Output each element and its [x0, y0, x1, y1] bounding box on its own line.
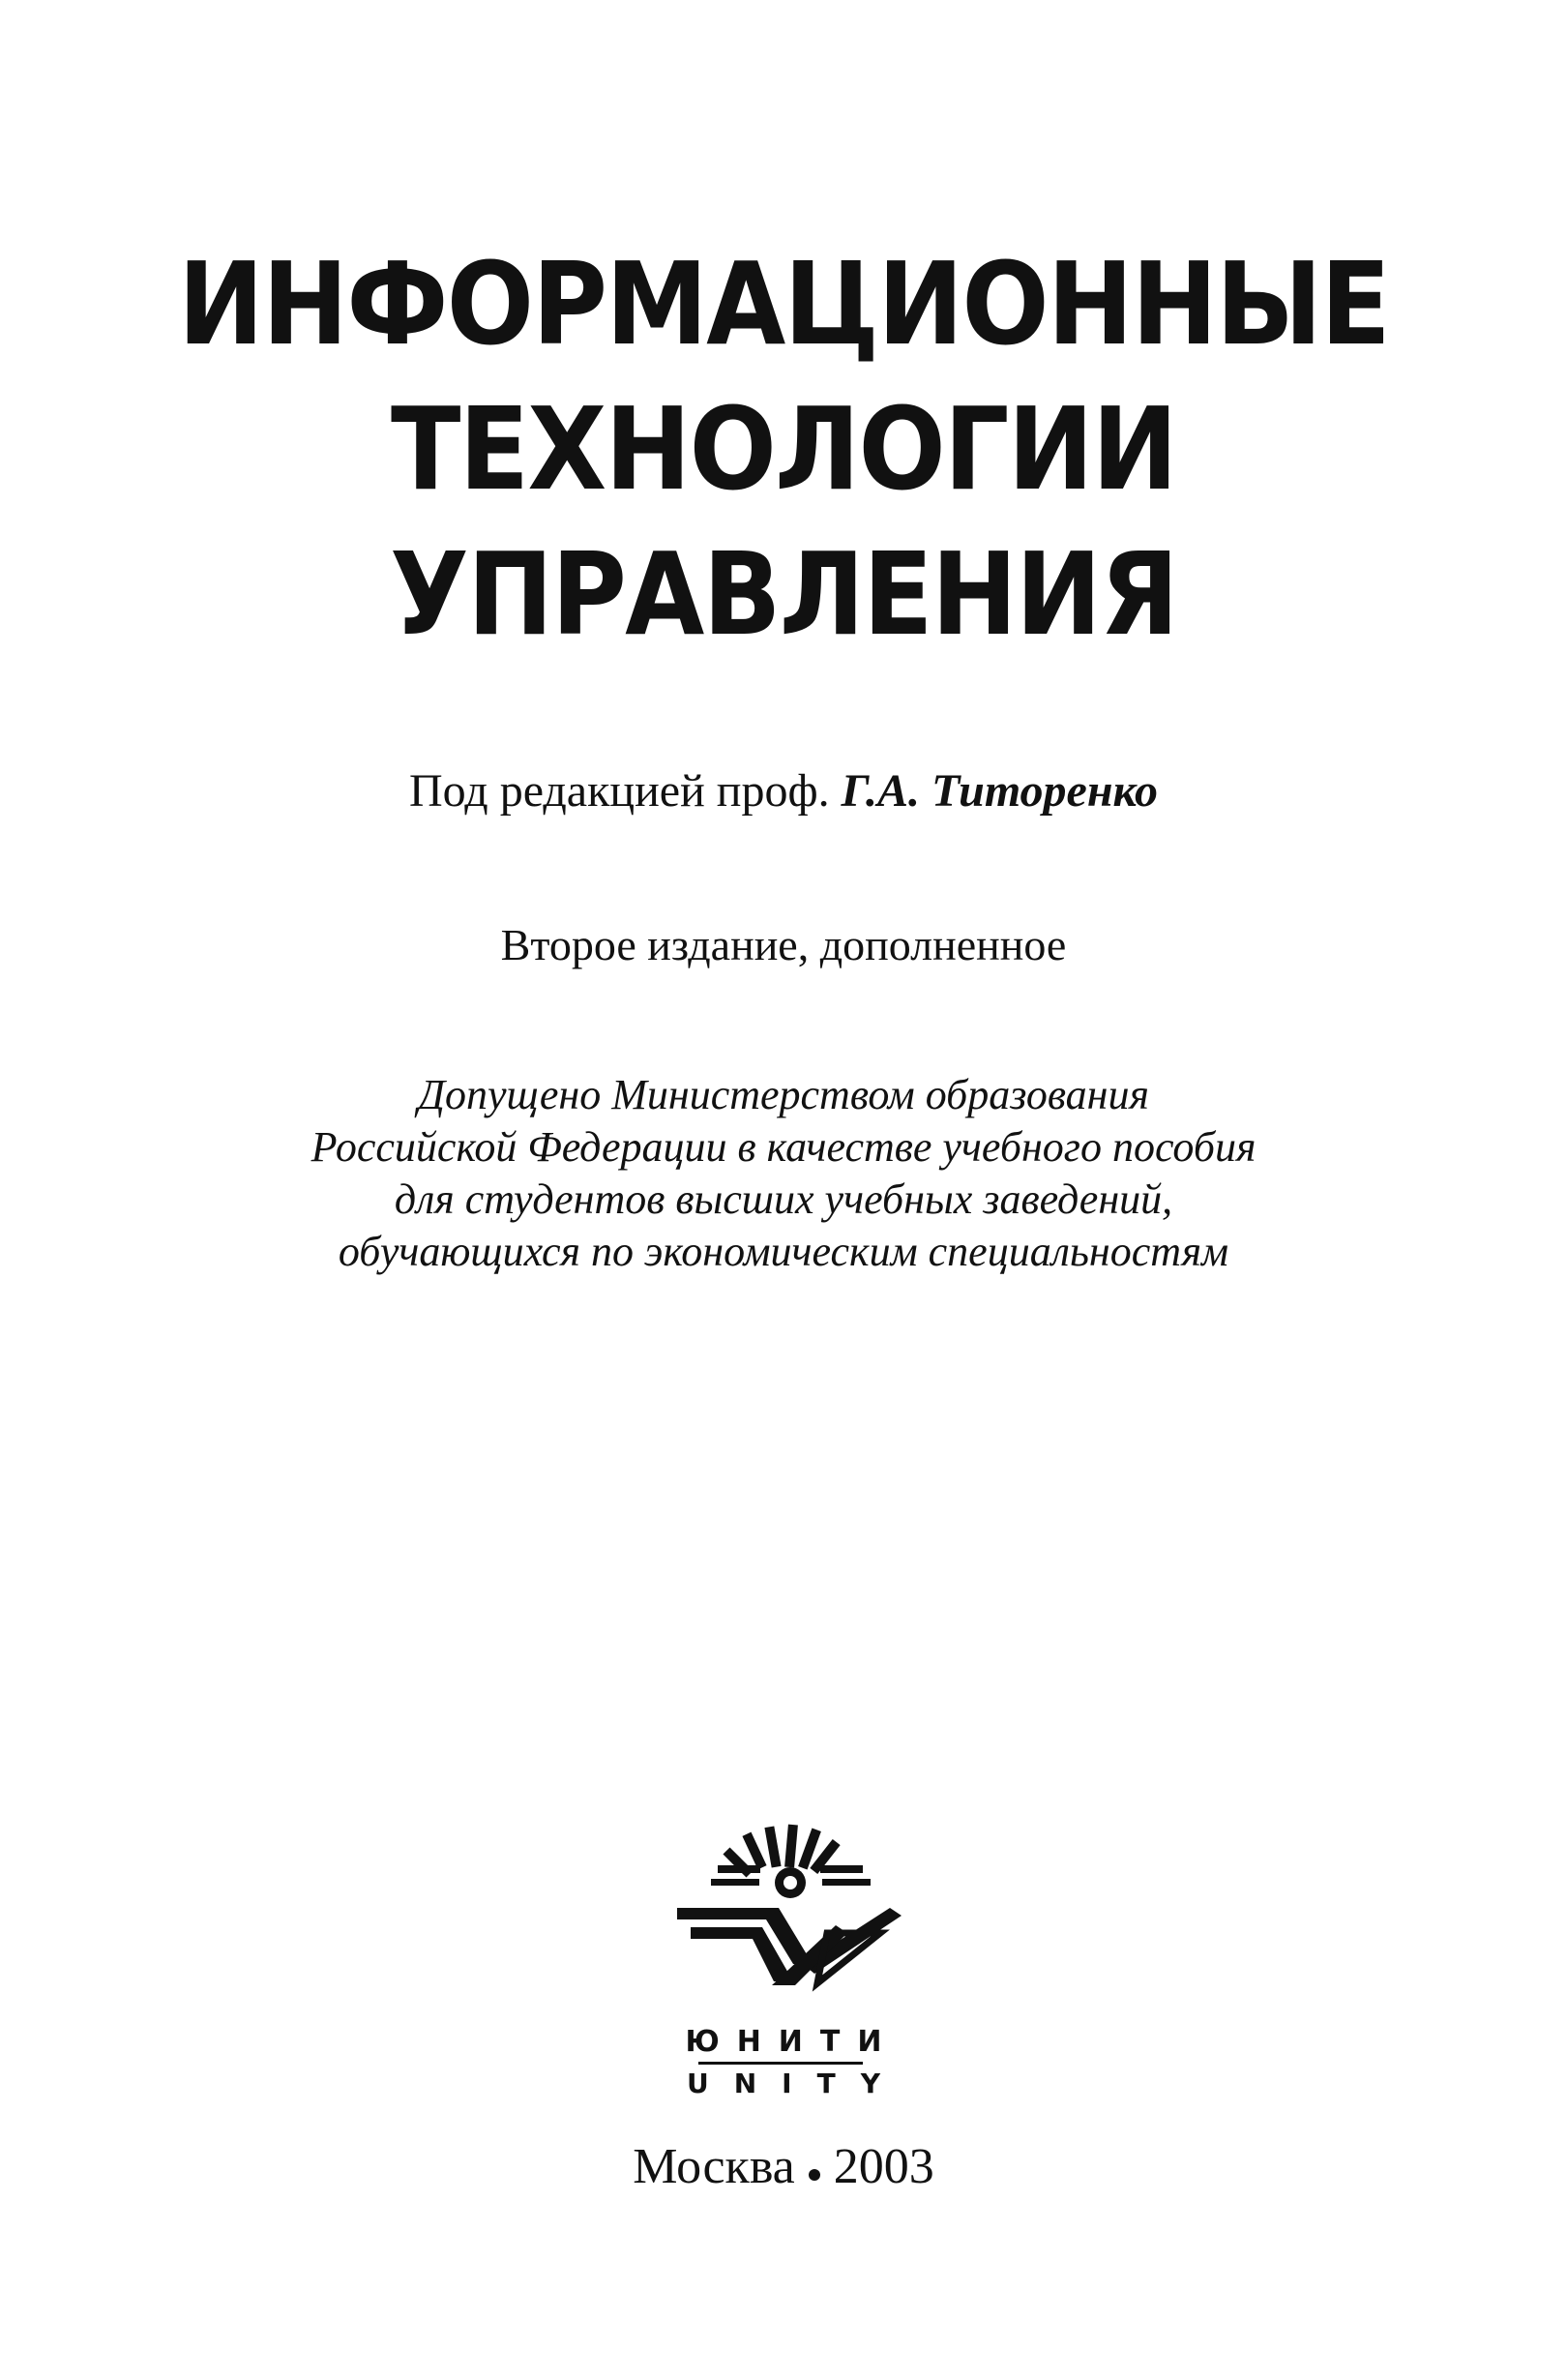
publisher-divider: [698, 2062, 863, 2065]
editor-prefix: Под редакцией проф.: [409, 765, 830, 817]
edition-note: Второе издание, дополненное: [500, 920, 1067, 969]
publisher-name-ru: ЮНИТИ: [685, 2025, 900, 2059]
bullet-separator: [809, 2169, 820, 2181]
approval-line: для студентов высших учебных заведений,: [394, 1175, 1173, 1223]
approval-line: Российской Федерации в качестве учебного пособия: [310, 1123, 1257, 1171]
publisher-name-en: UNITY: [687, 2068, 905, 2099]
approval-line: обучающихся по экономическим специальностям: [338, 1228, 1229, 1275]
imprint-year: 2003: [833, 2139, 934, 2194]
book-title-line-1: ИНФОРМАЦИОННЫЕ: [178, 237, 1389, 371]
book-title-line-3: УПРАВЛЕНИЯ: [389, 527, 1178, 661]
unity-publisher-logo-icon: [658, 1819, 909, 2022]
imprint: [0, 2138, 1567, 2195]
imprint-city: Москва: [633, 2139, 795, 2194]
editor-name: Г.А. Титоренко: [841, 765, 1158, 817]
book-title-line-2: ТЕХНОЛОГИИ: [391, 382, 1176, 516]
approval-statement: [0, 1069, 1567, 1278]
approval-line: Допущено Министерством образования: [418, 1071, 1149, 1118]
editor-credit: [0, 764, 1567, 818]
